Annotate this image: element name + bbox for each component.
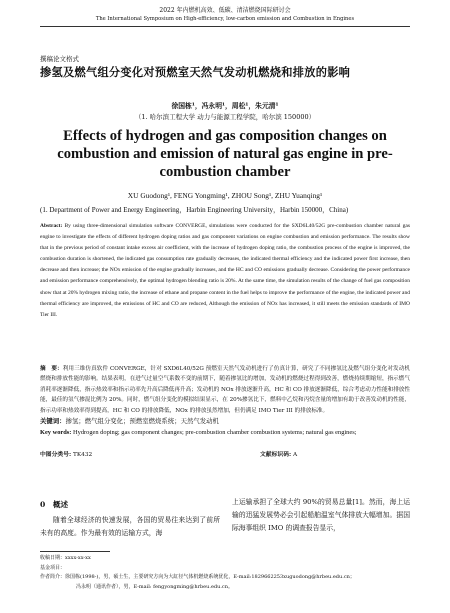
document-code xyxy=(260,449,297,458)
paper-title-en: Effects of hydrogen and gas composition changes on combustion and emission of natural gas engine in pre-combustion chamber xyxy=(57,128,393,180)
affiliation-cn: （1. 哈尔滨工程大学 动力与能源工程学院，哈尔滨 150000） xyxy=(134,113,316,121)
footnote-author-bio: 作者简介：徐国栋(1998-)，男，硕士生，主要研究方向为大缸径气体机燃烧系统优化，E-mail:1829662253xuguodong@hrbeu.edu.cn； xyxy=(40,574,355,580)
authors-cn: 徐国栋¹，冯永明¹，周松¹，朱元清¹ xyxy=(171,102,279,110)
keywords-cn-text: 掺氢；燃气组分变化；预燃室燃烧系统；天然气发动机 xyxy=(65,417,219,425)
abstract-cn xyxy=(40,364,410,416)
conference-title-cn: 2022 年内燃机高效、低碳、清洁燃烧国际研讨会 xyxy=(159,7,291,14)
abstract-cn-text: 利用三维仿真软件 CONVERGE，针对 SXD6L40/52G 预燃室天然气发动机进行了仿真计算，研究了不同掺氢比及燃气组分变化对发动机燃烧和排放性能的影响。结果表明，在进气过量空气系数不变的前期下，随着掺氢比的增加，发动机的燃烧过程得到改善，燃烧持续期缩短，指示燃气消耗率逐渐降低，指示热效率和指示功率先升高后降低再升高；发动机的 NOx 排放逐渐升高，HC 和 CO 排放逐渐降低，综合考虑动力性能和排放性能，最佳的氢气掺混比例为 20%。同时，燃气组分变化的模拟结果显示，在 20%掺氢比下，燃料中乙烷和丙烷含量的增加有助于改善发动机的性能，指示功率和热效率得到提高，HC 和 CO 的排放降低，NOx 的排放虽然增加，但仍满足 IMO Tier III 的排放标准。 xyxy=(40,366,410,414)
classification-number xyxy=(40,449,92,458)
keywords-cn-label: 关键词： xyxy=(40,417,66,425)
footnote-corresponding: 冯永明（通讯作者），男，E-mail: fengyongming@hrbeu.edu.cn。 xyxy=(76,583,233,590)
abstract-en-label: Abstract: xyxy=(40,223,63,229)
abstract-en-text: By using three-dimensional simulation software CONVERGE, simulations were conducted for the SXD6L40/52G pre-combustion chamber natural gas engine to investigate the effects of different hydrogen doping ratios and gas component variations on engine combustion and emission performance. The results show that in the previous period of constant intake excess air coefficient, with the increase of hydrogen doping ratio, the combustion process of the engine is improved, the combustion duration is shortened, the indicated gas consumption rate gradually decreases, the indicated thermal efficiency and the indicated power first increase, then decrease and then increase; the NOx emission of the engine gradually increases, and the HC and CO emissions gradually decrease. Considering the power performance and emission performance comprehensively, the optimal hydrogen blending ratio is 20%. At the same time, the simulation results of the change of fuel gas composition show that at 20% hydrogen mixing ratio, the increase of ethane and propane content in the fuel helps to improve the performance of the engine, the indicated power and thermal efficiency are improved, the emissions of HC and CO are reduced, Although the emission of NOx has increased, it still meets the emission standards of IMO Tier III. xyxy=(40,223,410,318)
document-type: 撰稿论文格式 xyxy=(40,55,79,63)
footnote-divider xyxy=(40,551,110,552)
paper-title-cn: 掺氢及燃气组分变化对预燃室天然气发动机燃烧和排放的影响 xyxy=(40,65,351,79)
conference-title-en: The International Symposium on High-efficiency, low-carbon emission and Combustion in Engines xyxy=(95,16,355,22)
footnote-funding: 基金项目： xyxy=(40,564,66,571)
authors-en: XU Guodong¹, FENG Yongming¹, ZHOU Song¹, ZHU Yuanqing¹ xyxy=(127,191,323,200)
document-code-label: 文献标识码: xyxy=(260,452,292,458)
abstract-cn-label: 摘 要： xyxy=(40,366,63,372)
document-code-value: A xyxy=(291,452,298,458)
keywords-en-text: Hydrogen doping; gas component changes; pre-combustion chamber combustion systems; natural gas engines; xyxy=(71,429,357,436)
body-right-column: 上运输承担了全球大约 90%的贸易总量[1]。然而，海上运输的迅猛发展势必会引起船舶温室气体排放大幅增加。据国际海事组织 IMO 的调查报告显示， xyxy=(232,498,410,532)
keywords-cn xyxy=(40,416,410,425)
conference-header xyxy=(0,6,450,24)
classification-label: 中图分类号: xyxy=(40,452,72,458)
keywords-en-label: Key words: xyxy=(40,429,72,436)
classification-value: TK432 xyxy=(71,452,93,458)
affiliation-en: (1. Department of Power and Energy Engineering，Harbin Engineering University，Harbin 150000，China) xyxy=(40,206,349,214)
keywords-en xyxy=(40,428,410,438)
section-heading: 0 概述 xyxy=(40,500,69,509)
abstract-en xyxy=(40,221,410,321)
footnote-received: 收稿日期：xxxx-xx-xx xyxy=(40,555,91,561)
footnotes xyxy=(40,554,410,592)
header-divider xyxy=(40,26,410,27)
body-left-column: 随着全球经济的快速发展，各国的贸易往来达到了前所未有的高度。作为最有效的运输方式，海 xyxy=(40,516,220,537)
